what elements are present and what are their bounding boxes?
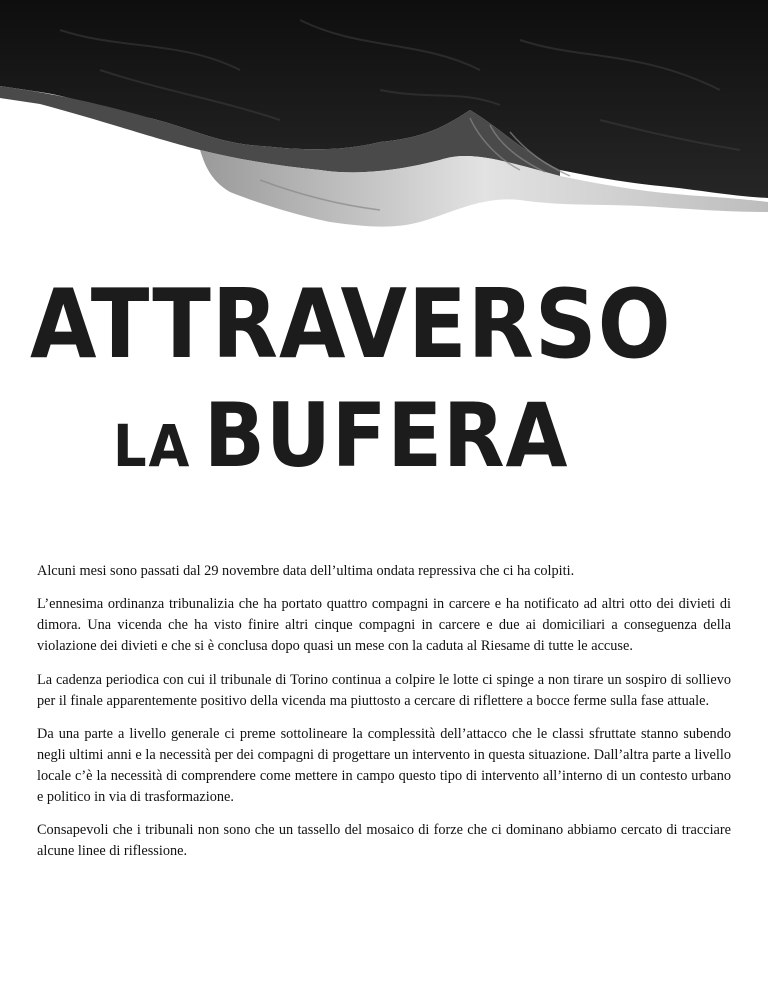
paragraph: La cadenza periodica con cui il tribunale di Torino continua a colpire le lotte ci spinge a non tirare un sospiro di sollievo per il finale apparentemente positivo della vicenda ma piuttosto a cercare di riflettere a bocce ferme sulla fase attuale. <box>37 671 731 709</box>
paragraph: Consapevoli che i tribunali non sono che un tassello del mosaico di forze che ci dominano abbiamo cercato di tracciare alcune linee di riflessione. <box>37 822 731 859</box>
title-main: ATTRAVERSO <box>30 270 672 380</box>
mountain-illustration <box>0 0 768 240</box>
mountain-landscape-image <box>0 0 768 240</box>
paragraph: Da una parte a livello generale ci preme sottolineare la complessità dell’attacco che le classi sfruttate stanno subendo negli ultimi anni e la necessità per dei compagni di progettare un intervento in questa situazione. Dall’altra parte a livello locale c’è la necessità di comprendere come mettere in campo questo tipo di intervento all’interno di un contesto urbano e politico in via di trasformazione. <box>37 725 731 805</box>
title-second-line <box>113 384 768 487</box>
title-article: LA <box>113 412 192 480</box>
title-second-word: BUFERA <box>203 384 569 487</box>
paragraph: Alcuni mesi sono passati dal 29 novembre data dell’ultima ondata repressiva che ci ha colpiti. <box>37 563 575 579</box>
paragraph: L’ennesima ordinanza tribunalizia che ha portato quattro compagni in carcere e ha notificato ad altri otto dei divieti di dimora. Una vicenda che ha visto finire altri cinque compagni in carcere e due ai domiciliari a conseguenza della violazione dei divieti e che si è conclusa dopo quasi un mese con la caduta al Riesame di tutte le accuse. <box>37 596 731 655</box>
article-body <box>37 561 731 874</box>
